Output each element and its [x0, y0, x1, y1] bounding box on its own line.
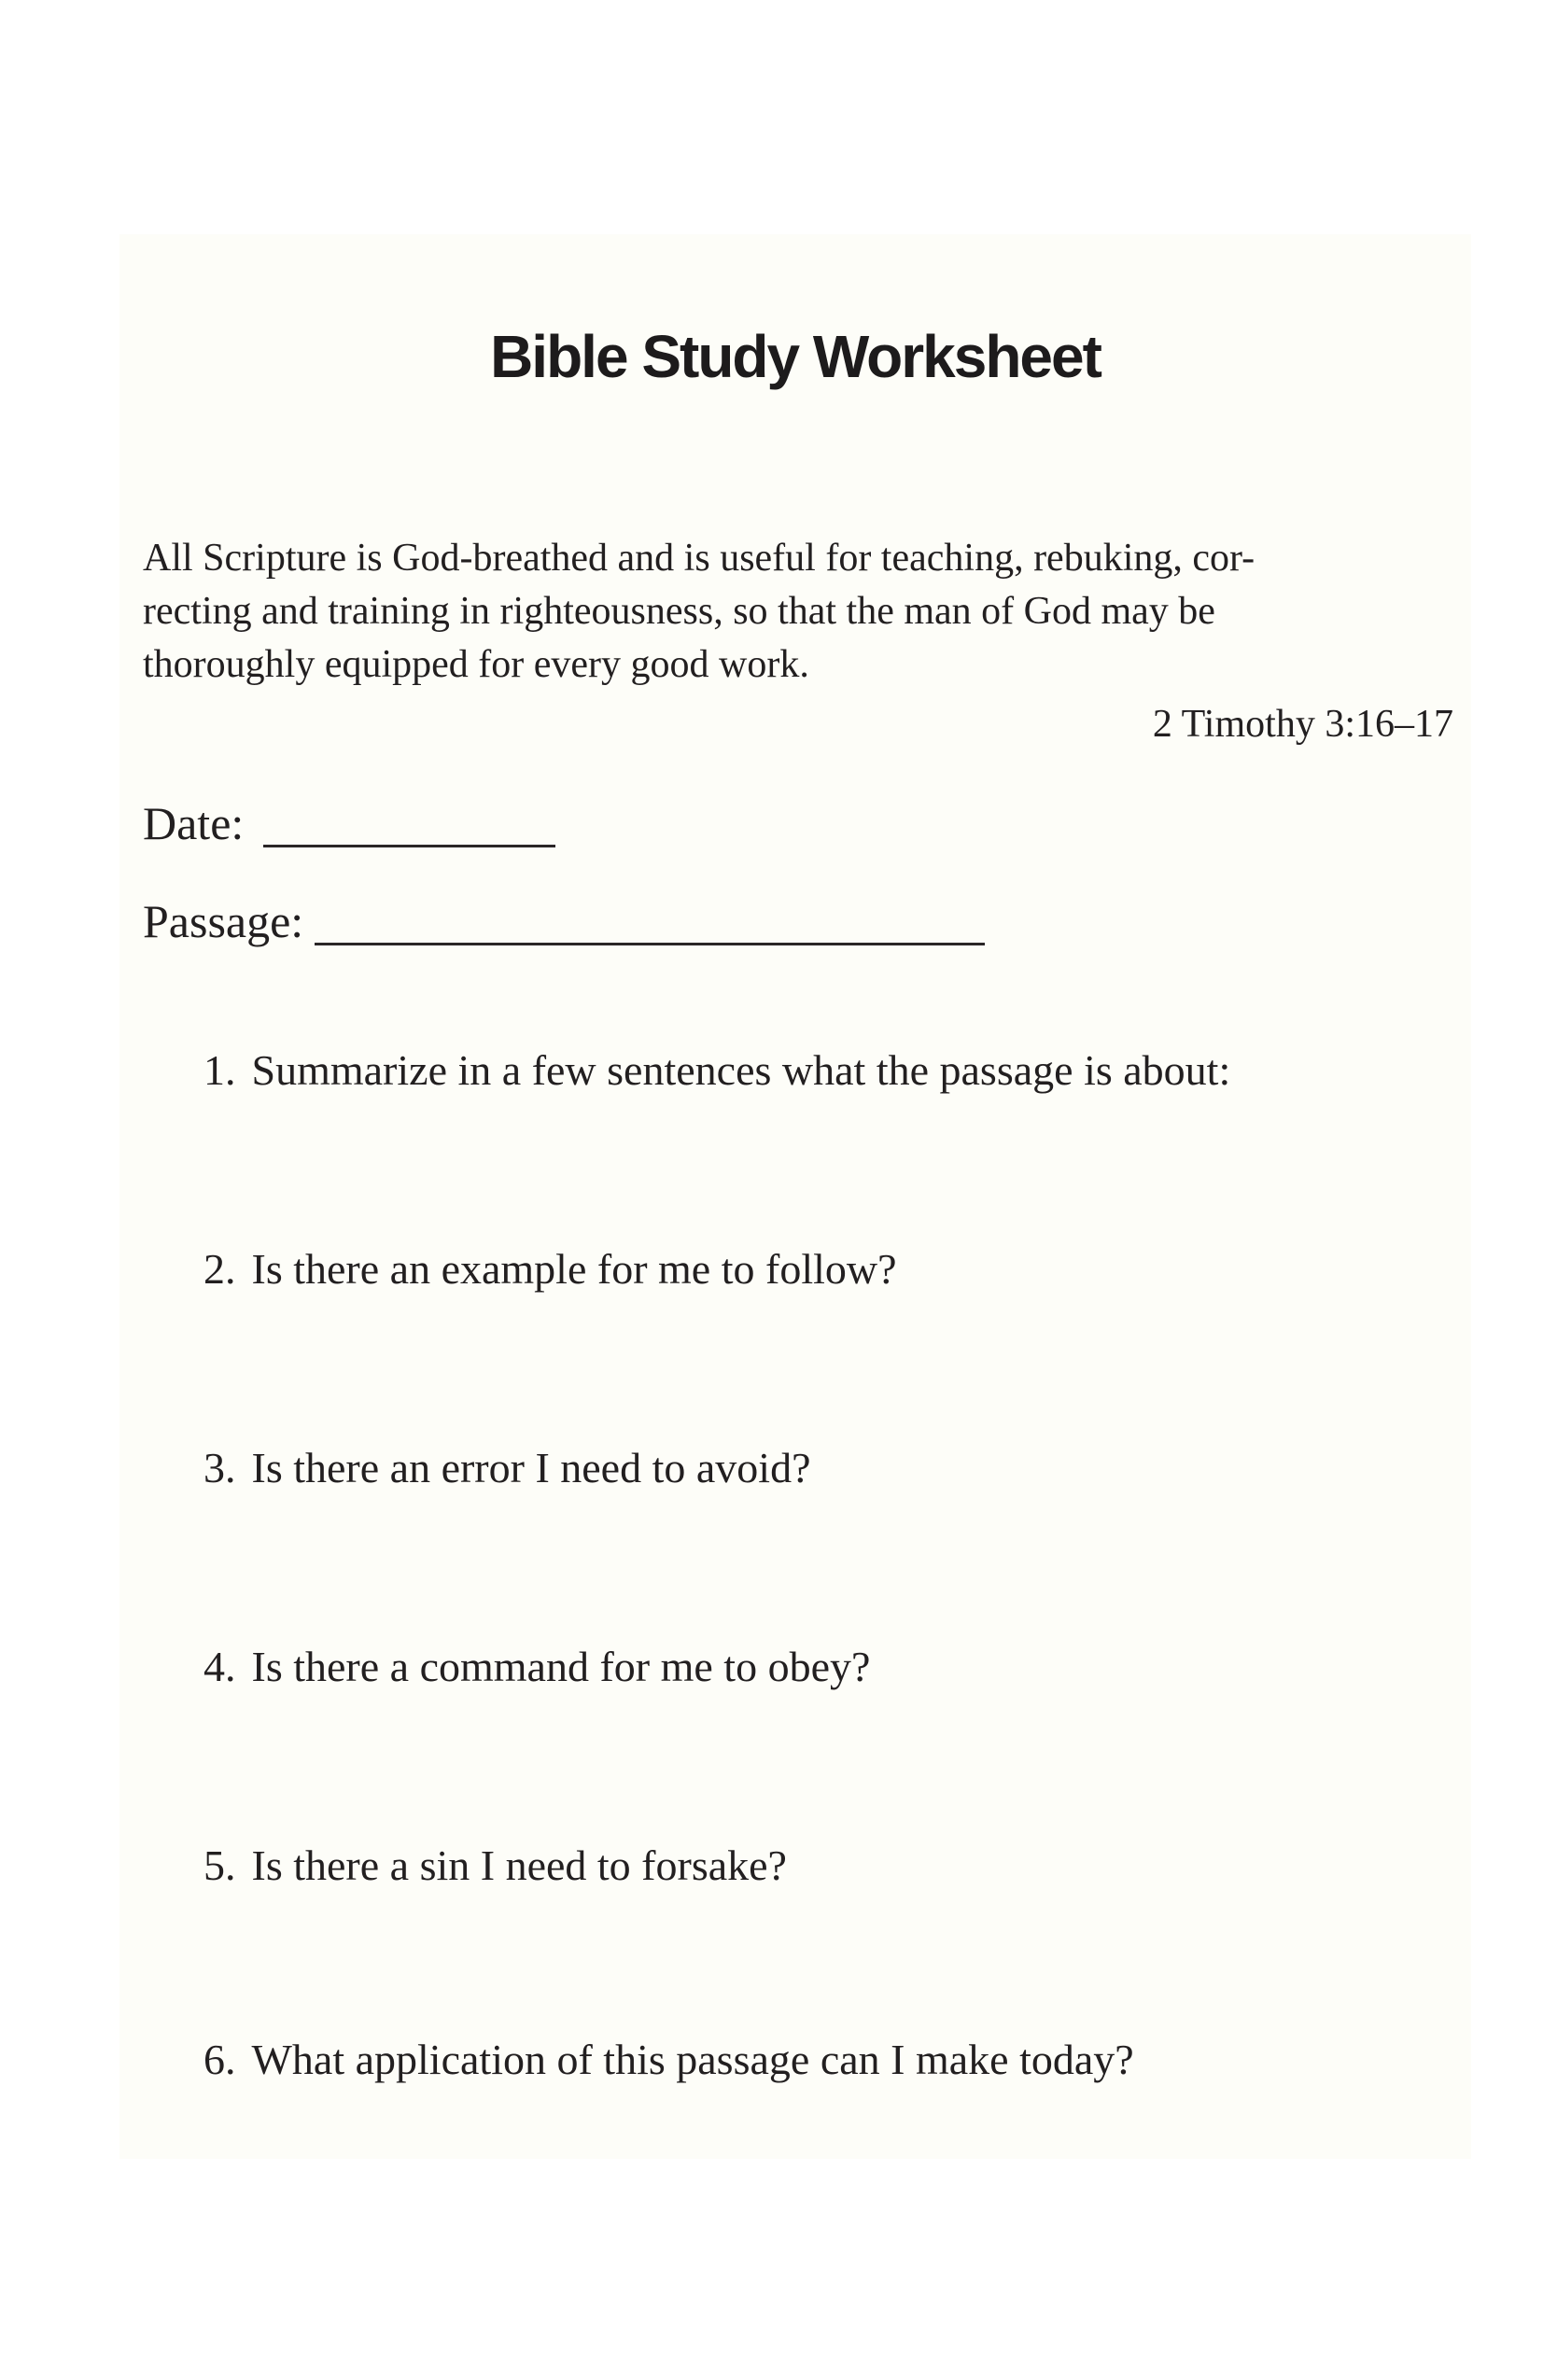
- scripture-quote-line: recting and training in righteousness, so that the man of God may be: [143, 590, 1215, 633]
- scripture-quote-line: thoroughly equipped for every good work.: [143, 643, 809, 686]
- scripture-quote-line: All Scripture is God-breathed and is useful for teaching, rebuking, cor-: [143, 537, 1255, 580]
- question-text: Is there an error I need to avoid?: [251, 1444, 811, 1491]
- question-number: 5.: [203, 1841, 236, 1889]
- question-number: 3.: [203, 1444, 236, 1491]
- question-item: [203, 1245, 897, 1293]
- worksheet-page: [119, 234, 1471, 2159]
- date-blank-line: [263, 845, 555, 847]
- question-number: 2.: [203, 1245, 236, 1293]
- question-number: 4.: [203, 1643, 236, 1690]
- question-item: [203, 1645, 870, 1688]
- question-number: 6.: [203, 2036, 236, 2083]
- question-text: Is there a sin I need to forsake?: [251, 1841, 787, 1889]
- question-number: 1.: [203, 1046, 236, 1094]
- date-field-label: Date:: [143, 797, 245, 849]
- question-text: Is there a command for me to obey?: [251, 1643, 871, 1690]
- question-text: Summarize in a few sentences what the passage is about:: [251, 1046, 1231, 1094]
- scripture-quote: [143, 532, 1453, 692]
- question-text: Is there an example for me to follow?: [251, 1245, 897, 1293]
- question-text: What application of this passage can I make today?: [251, 2036, 1134, 2083]
- passage-blank-line: [315, 943, 985, 945]
- page-title: Bible Study Worksheet: [490, 323, 1101, 390]
- passage-field-label: Passage:: [143, 895, 304, 947]
- question-item: [203, 1046, 1231, 1094]
- question-item: [203, 2038, 1134, 2081]
- scripture-citation: 2 Timothy 3:16–17: [1152, 703, 1453, 746]
- question-item: [203, 1841, 787, 1889]
- question-item: [203, 1444, 811, 1491]
